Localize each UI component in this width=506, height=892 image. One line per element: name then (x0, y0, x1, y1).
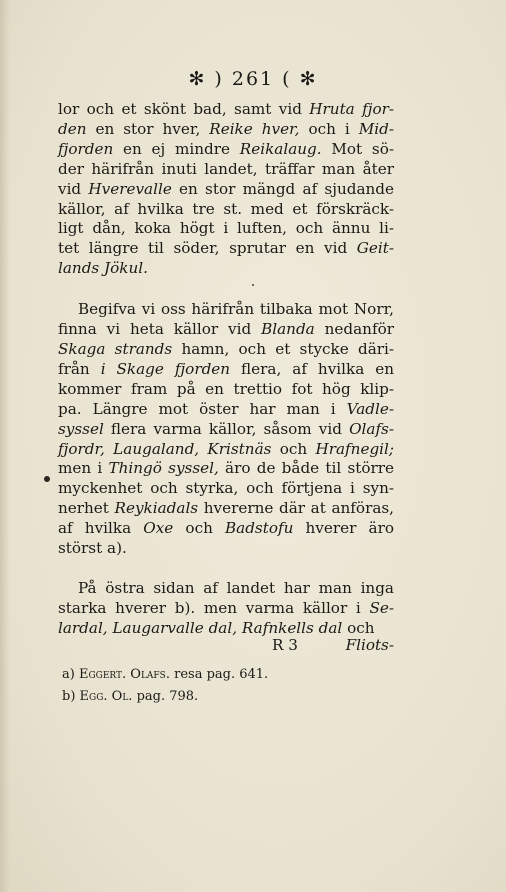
text-run: och i (299, 119, 359, 138)
text-run: der härifrån inuti landet, träffar man åter (58, 159, 394, 178)
text-run: Mot sö- (321, 139, 394, 158)
signature-mark: R 3 (272, 636, 298, 654)
text-run: kommer fram på en trettio fot hög klip- (58, 379, 394, 398)
text-run: och (173, 519, 225, 538)
text-run: Vadle- (346, 399, 394, 418)
text-run: pag. 798. (132, 689, 199, 704)
text-run: Egg. Ol. (79, 689, 133, 704)
text-line (58, 599, 394, 619)
text-run: en stor mängd af sjudande (171, 179, 394, 198)
text-run: tet längre til söder, sprutar en vid (58, 239, 357, 258)
text-run: flera, af hvilka en (230, 359, 394, 378)
footnote (62, 686, 268, 708)
text-line (58, 420, 394, 440)
text-run: Blanda (261, 320, 315, 339)
text-line (58, 380, 394, 400)
text-run: Olafs- (349, 419, 394, 438)
text-run: störst a). (58, 539, 127, 558)
text-run: finna vi heta källor vid (58, 320, 262, 339)
paragraph-2 (58, 300, 394, 559)
text-run: hvererne där at anföras, (198, 499, 395, 518)
paragraph-gap (58, 559, 394, 579)
text-line (58, 519, 394, 539)
text-run: den (58, 119, 87, 138)
text-run: och (342, 618, 375, 637)
text-run: källor, af hvilka tre st. med et förskräck- (58, 199, 394, 218)
footnote (62, 664, 268, 686)
text-run: af hvilka (58, 519, 144, 538)
text-run: Reikalaug. (239, 139, 322, 158)
text-run: Reykiadals (114, 499, 199, 518)
text-run: en stor hver, (86, 119, 210, 138)
text-run: Hrafnegil; (315, 439, 395, 458)
paragraph-1 (58, 100, 394, 279)
paragraph-3 (58, 579, 394, 639)
text-run: från (58, 359, 101, 378)
text-run: hamn, och et stycke däri- (172, 339, 394, 358)
footnotes (62, 664, 268, 708)
text-line (58, 300, 394, 320)
text-run: lardal, Laugarvalle dal, Rafnkells dal (58, 618, 343, 637)
text-run: flera varma källor, såsom vid (103, 419, 350, 438)
text-run: Skaga strands (58, 339, 173, 358)
text-run: Thingö syssel, (108, 459, 219, 478)
ink-speck (252, 284, 254, 286)
text-run: a) (62, 667, 79, 682)
text-run: Geit- (356, 239, 394, 258)
text-run: Badstofu (225, 519, 294, 538)
text-run: lor och et skönt bad, samt vid (58, 100, 310, 118)
ink-spot (44, 476, 50, 482)
text-line (58, 579, 394, 599)
text-run: syssel (58, 419, 104, 438)
text-line (58, 239, 394, 259)
text-line (58, 619, 394, 639)
text-run: en ej mindre (113, 139, 240, 158)
text-line (58, 259, 394, 279)
text-run: vid (58, 179, 89, 198)
text-run: På östra sidan af landet har man inga (78, 578, 394, 597)
text-run: myckenhet och styrka, och förtjena i syn- (58, 479, 394, 498)
catchword: Fliots- (345, 636, 394, 654)
text-run: Mid- (358, 119, 394, 138)
text-run: i Skage fjorden (100, 359, 231, 378)
text-line (58, 120, 394, 140)
text-run: nerhet (58, 499, 115, 518)
text-run: b) (62, 689, 80, 704)
text-line (58, 219, 394, 239)
text-run: äro de både til större (218, 459, 394, 478)
text-line (58, 400, 394, 420)
text-line (58, 539, 394, 559)
text-run: ligt dån, koka högt i luften, och ännu li- (58, 219, 394, 238)
text-run: Begifva vi oss härifrån tilbaka mot Norr, (78, 300, 394, 319)
text-run: Se- (369, 598, 394, 617)
text-run: Oxe (143, 519, 174, 538)
text-run: Hruta fjor- (309, 100, 394, 118)
text-line (58, 180, 394, 200)
text-line (58, 459, 394, 479)
text-run: fjordr, Laugaland, Kristnäs (58, 439, 272, 458)
text-line (58, 320, 394, 340)
text-line (58, 440, 394, 460)
page-gutter-shadow (0, 0, 10, 892)
paragraph-gap (58, 279, 394, 300)
text-run: Eggert. Olafs. (78, 667, 170, 682)
text-run: lands Jökul. (58, 259, 148, 278)
body-text (58, 100, 394, 639)
text-run: resa pag. 641. (169, 667, 269, 682)
text-run: och (271, 439, 316, 458)
text-line (58, 100, 394, 120)
text-line (58, 200, 394, 220)
text-line (58, 360, 394, 380)
text-line (58, 479, 394, 499)
text-run: Hverevalle (88, 179, 172, 198)
text-run: men i (58, 459, 109, 478)
text-line (58, 140, 394, 160)
page-header: ✻ ) 261 ( ✻ (188, 68, 318, 90)
text-line (58, 160, 394, 180)
text-run: pa. Längre mot öster har man i (58, 399, 347, 418)
text-run: fjorden (58, 139, 114, 158)
text-run: starka hverer b). men varma källor i (58, 598, 370, 617)
text-run: hverer äro (293, 519, 394, 538)
text-line (58, 499, 394, 519)
text-line (58, 340, 394, 360)
text-run: nedanför (314, 320, 394, 339)
text-run: Reike hver, (209, 119, 300, 138)
